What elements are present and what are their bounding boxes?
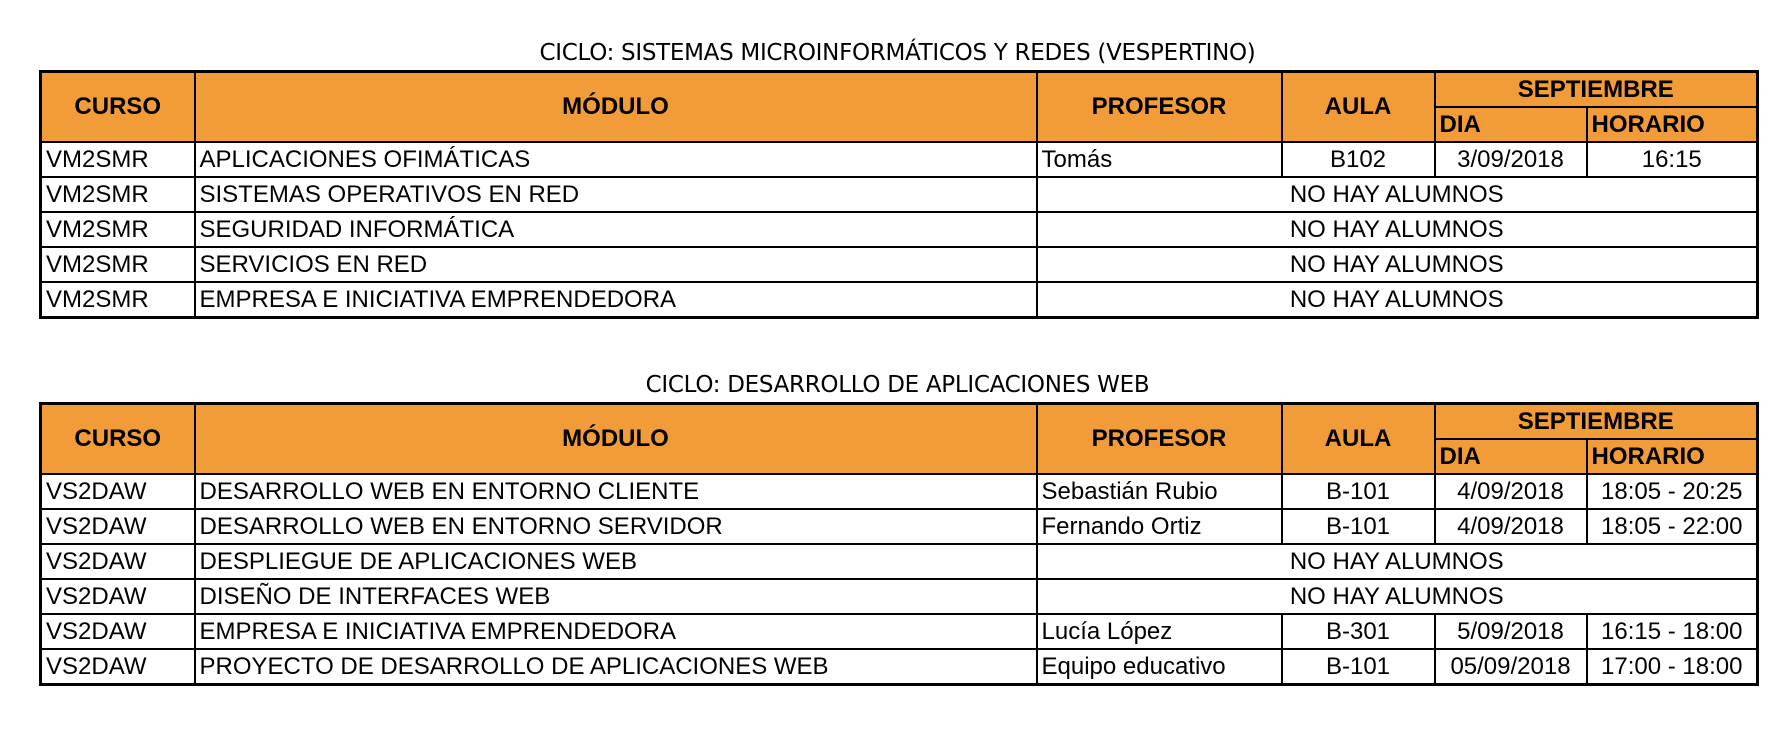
cell-modulo: DESARROLLO WEB EN ENTORNO CLIENTE xyxy=(195,474,1037,509)
cell-modulo: APLICACIONES OFIMÁTICAS xyxy=(195,142,1037,177)
cell-curso: VS2DAW xyxy=(41,579,195,614)
cell-aula: B-101 xyxy=(1282,649,1435,685)
cell-profesor: Sebastián Rubio xyxy=(1037,474,1282,509)
cell-modulo: PROYECTO DE DESARROLLO DE APLICACIONES WEB xyxy=(195,649,1037,685)
cell-curso: VM2SMR xyxy=(41,142,195,177)
table-row xyxy=(41,142,1758,177)
cell-modulo: EMPRESA E INICIATIVA EMPRENDEDORA xyxy=(195,282,1037,318)
cell-note: NO HAY ALUMNOS xyxy=(1037,212,1758,247)
table-row xyxy=(41,544,1758,579)
header-horario: HORARIO xyxy=(1587,439,1758,474)
cell-horario: 16:15 - 18:00 xyxy=(1587,614,1758,649)
header-profesor: PROFESOR xyxy=(1037,404,1282,475)
header-curso: CURSO xyxy=(41,72,195,143)
table-row xyxy=(41,177,1758,212)
table-row xyxy=(41,247,1758,282)
cell-dia: 05/09/2018 xyxy=(1435,649,1587,685)
cell-horario: 16:15 xyxy=(1587,142,1758,177)
header-aula: AULA xyxy=(1282,404,1435,475)
cell-note: NO HAY ALUMNOS xyxy=(1037,177,1758,212)
cell-dia: 4/09/2018 xyxy=(1435,474,1587,509)
cell-profesor: Fernando Ortiz xyxy=(1037,509,1282,544)
table-row xyxy=(41,614,1758,649)
cell-curso: VS2DAW xyxy=(41,509,195,544)
cell-dia: 4/09/2018 xyxy=(1435,509,1587,544)
header-modulo: MÓDULO xyxy=(195,404,1037,475)
header-dia: DIA xyxy=(1435,439,1587,474)
cell-modulo: DISEÑO DE INTERFACES WEB xyxy=(195,579,1037,614)
cell-aula: B-301 xyxy=(1282,614,1435,649)
header-aula: AULA xyxy=(1282,72,1435,143)
cell-aula: B-101 xyxy=(1282,474,1435,509)
cell-note: NO HAY ALUMNOS xyxy=(1037,544,1758,579)
cell-modulo: SEGURIDAD INFORMÁTICA xyxy=(195,212,1037,247)
cell-curso: VS2DAW xyxy=(41,474,195,509)
cell-note: NO HAY ALUMNOS xyxy=(1037,282,1758,318)
cell-horario: 18:05 - 22:00 xyxy=(1587,509,1758,544)
cell-note: NO HAY ALUMNOS xyxy=(1037,247,1758,282)
header-dia: DIA xyxy=(1435,107,1587,142)
header-month: SEPTIEMBRE xyxy=(1435,404,1758,440)
table-row xyxy=(41,474,1758,509)
cell-aula: B-101 xyxy=(1282,509,1435,544)
header-curso: CURSO xyxy=(41,404,195,475)
header-month: SEPTIEMBRE xyxy=(1435,72,1758,108)
schedule-table-daw xyxy=(39,402,1759,686)
cell-profesor: Lucía López xyxy=(1037,614,1282,649)
header-modulo: MÓDULO xyxy=(195,72,1037,143)
header-profesor: PROFESOR xyxy=(1037,72,1282,143)
section-daw xyxy=(39,368,1756,686)
cell-curso: VM2SMR xyxy=(41,247,195,282)
section-title: CICLO: DESARROLLO DE APLICACIONES WEB xyxy=(645,372,1150,398)
cell-dia: 5/09/2018 xyxy=(1435,614,1587,649)
table-row xyxy=(41,579,1758,614)
cell-profesor: Tomás xyxy=(1037,142,1282,177)
cell-curso: VM2SMR xyxy=(41,282,195,318)
table-row xyxy=(41,649,1758,685)
cell-aula: B102 xyxy=(1282,142,1435,177)
cell-modulo: DESPLIEGUE DE APLICACIONES WEB xyxy=(195,544,1037,579)
cell-modulo: SERVICIOS EN RED xyxy=(195,247,1037,282)
cell-curso: VM2SMR xyxy=(41,212,195,247)
table-row xyxy=(41,212,1758,247)
cell-dia: 3/09/2018 xyxy=(1435,142,1587,177)
schedule-table-smr xyxy=(39,70,1759,319)
cell-horario: 18:05 - 20:25 xyxy=(1587,474,1758,509)
header-horario: HORARIO xyxy=(1587,107,1758,142)
cell-curso: VS2DAW xyxy=(41,544,195,579)
cell-curso: VS2DAW xyxy=(41,614,195,649)
cell-horario: 17:00 - 18:00 xyxy=(1587,649,1758,685)
cell-modulo: SISTEMAS OPERATIVOS EN RED xyxy=(195,177,1037,212)
section-smr xyxy=(39,36,1756,319)
cell-profesor: Equipo educativo xyxy=(1037,649,1282,685)
section-title: CICLO: SISTEMAS MICROINFORMÁTICOS Y REDES (VESPERTINO) xyxy=(539,40,1256,66)
cell-modulo: EMPRESA E INICIATIVA EMPRENDEDORA xyxy=(195,614,1037,649)
cell-curso: VS2DAW xyxy=(41,649,195,685)
cell-curso: VM2SMR xyxy=(41,177,195,212)
table-row xyxy=(41,282,1758,318)
cell-note: NO HAY ALUMNOS xyxy=(1037,579,1758,614)
cell-modulo: DESARROLLO WEB EN ENTORNO SERVIDOR xyxy=(195,509,1037,544)
table-row xyxy=(41,509,1758,544)
